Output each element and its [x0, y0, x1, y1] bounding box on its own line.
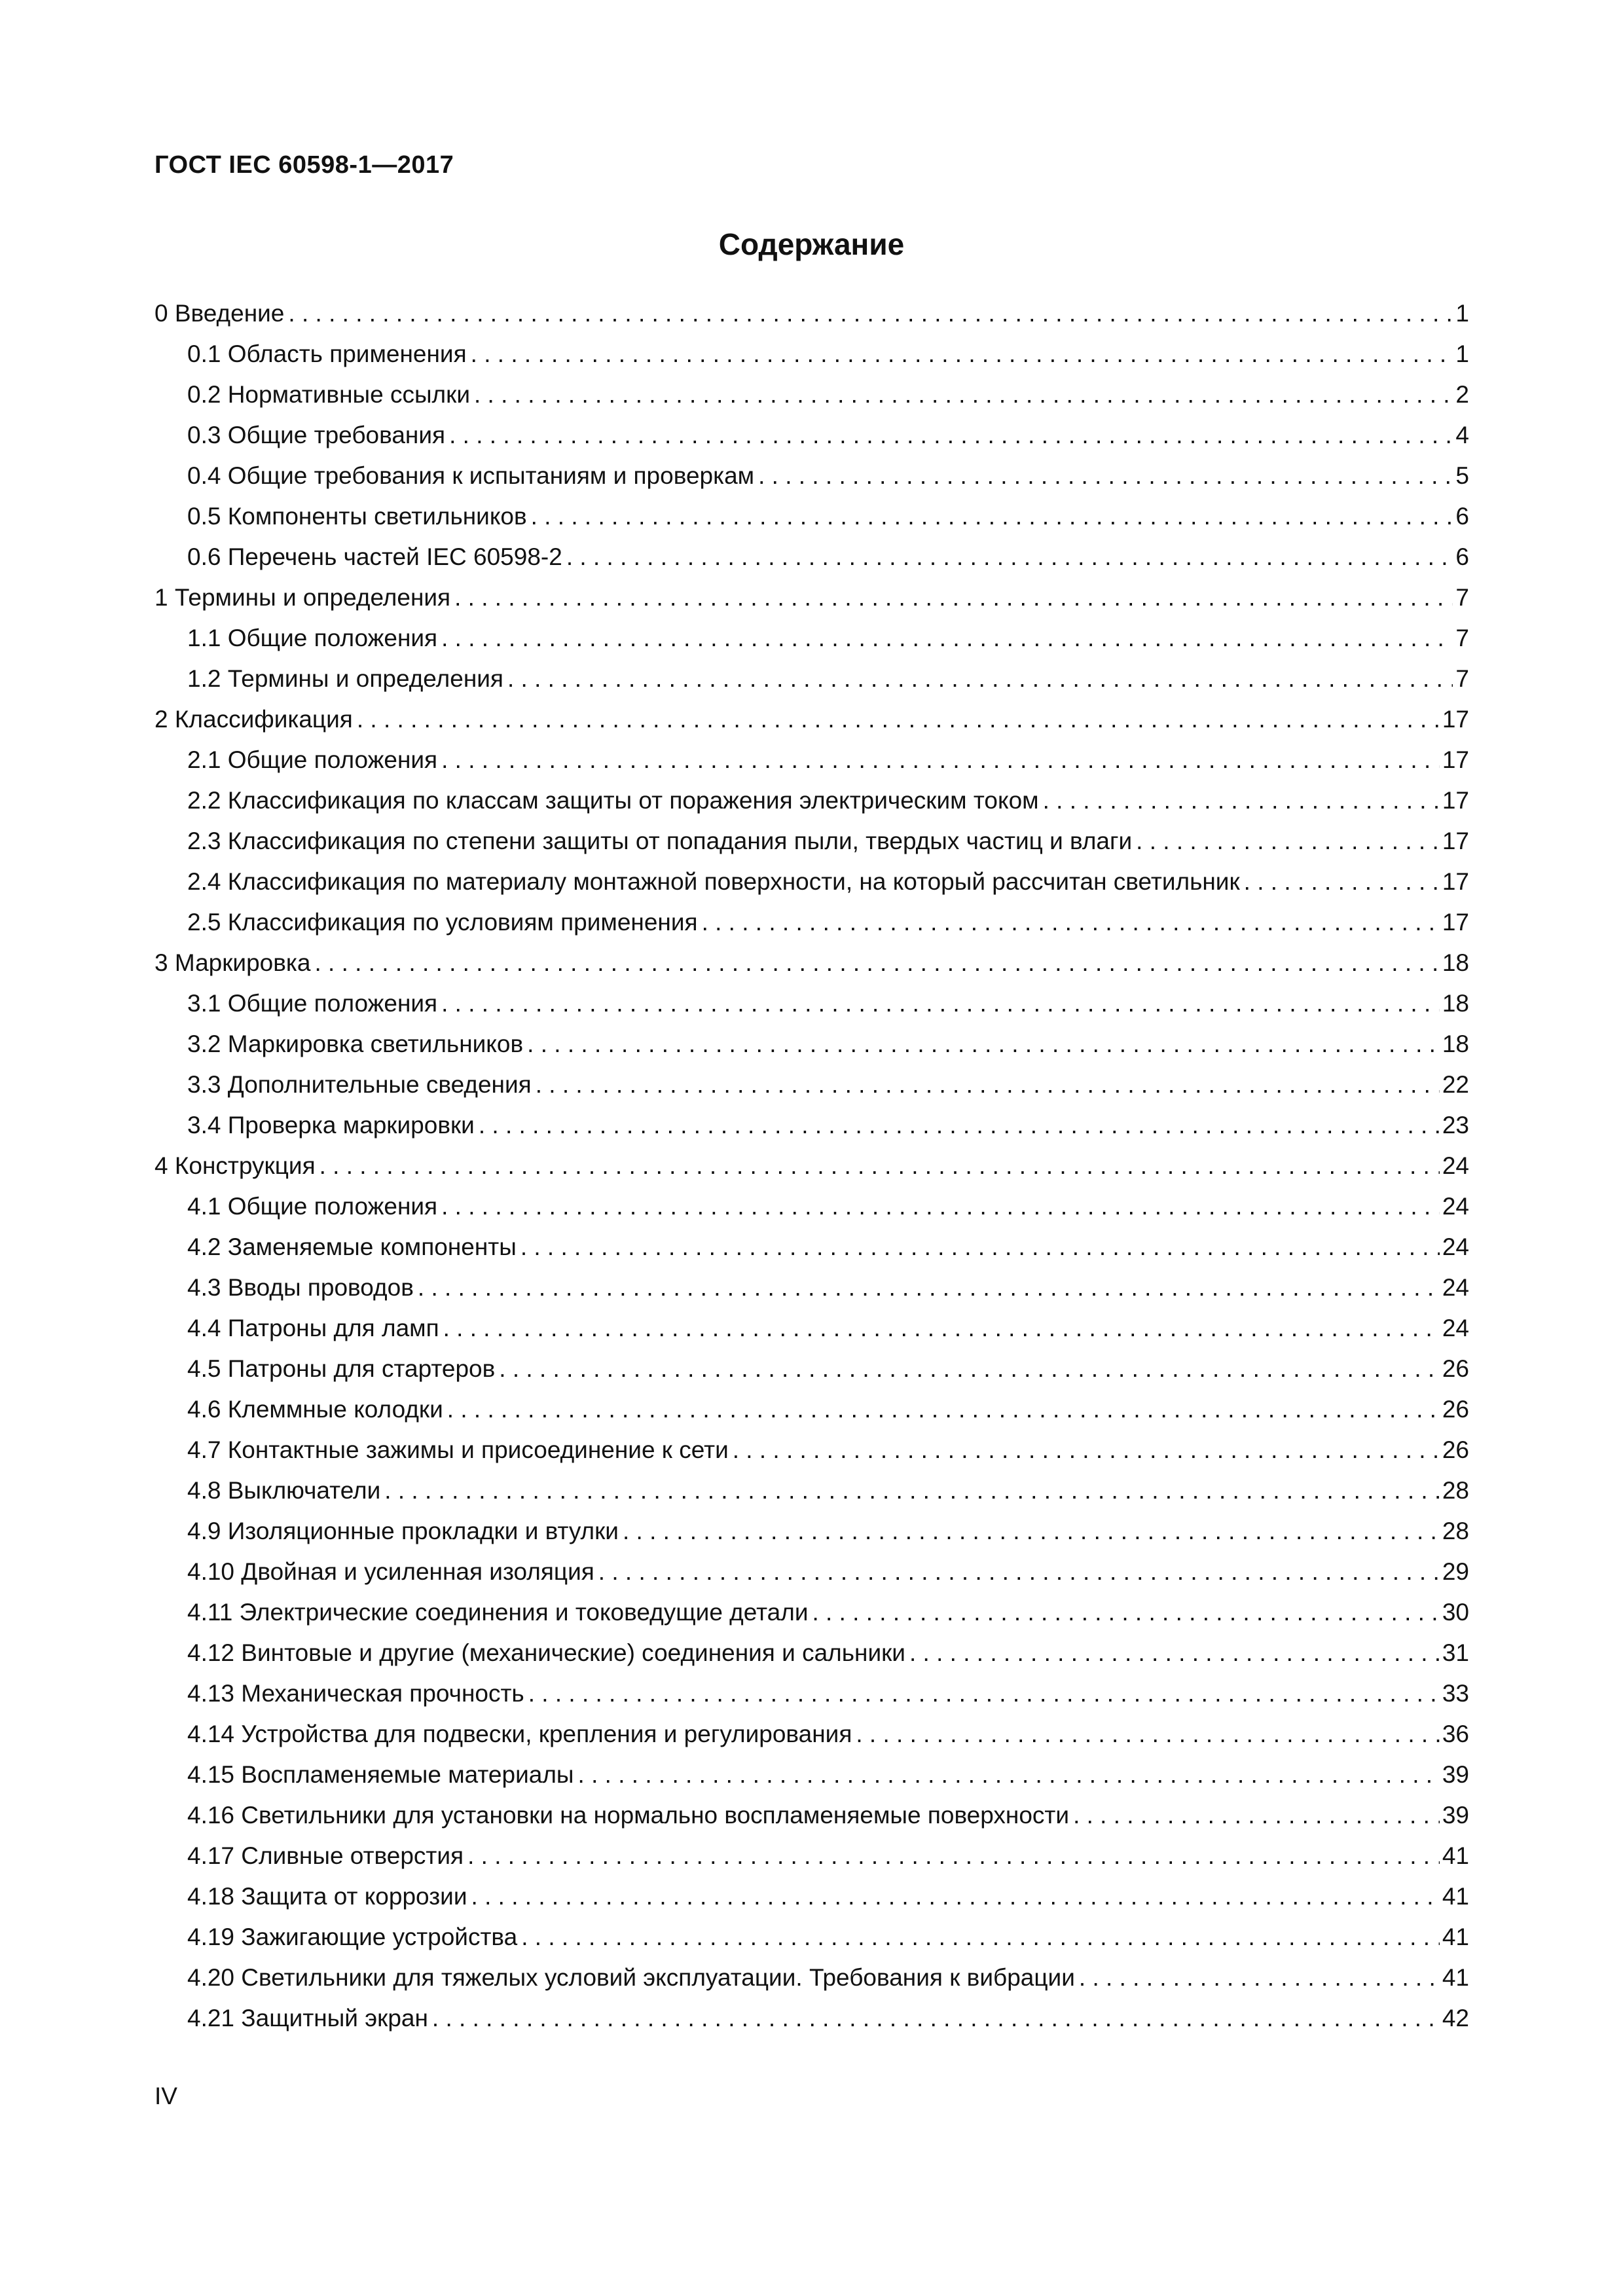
- toc-dot-leader: [357, 699, 1440, 740]
- toc-entry[interactable]: [155, 1105, 1469, 1146]
- toc-entry-label: 4.1 Общие положения: [187, 1193, 438, 1220]
- toc-dot-leader: [578, 1755, 1440, 1795]
- toc-entry-label: 4.18 Защита от коррозии: [187, 1883, 467, 1910]
- toc-entry-label: 0.4 Общие требования к испытаниям и проверкам: [187, 462, 755, 489]
- toc-dot-leader: [441, 740, 1440, 780]
- toc-dot-leader: [418, 1267, 1440, 1308]
- toc-entry-label: 3.1 Общие положения: [187, 990, 438, 1017]
- toc-dot-leader: [531, 496, 1453, 537]
- toc-dot-leader: [520, 1227, 1440, 1267]
- toc-entry[interactable]: [155, 1998, 1469, 2039]
- toc-dot-leader: [1079, 1958, 1440, 1998]
- toc-entry-page: 31: [1442, 1639, 1469, 1666]
- toc-entry-page: 41: [1442, 1923, 1469, 1950]
- toc-entry-label: 4.7 Контактные зажимы и присоединение к сети: [187, 1436, 729, 1463]
- toc-entry-page: 6: [1455, 543, 1469, 570]
- toc-entry-page: 24: [1442, 1152, 1469, 1179]
- toc-dot-leader: [288, 293, 1453, 334]
- toc-entry[interactable]: [155, 1227, 1469, 1267]
- page-number: IV: [155, 2083, 177, 2109]
- toc-entry[interactable]: [155, 1836, 1469, 1876]
- toc-entry-label: 4.13 Механическая прочность: [187, 1680, 524, 1707]
- toc-entry-label: 4.5 Патроны для стартеров: [187, 1355, 496, 1382]
- toc-dot-leader: [598, 1552, 1440, 1592]
- toc-entry-page: 18: [1442, 1030, 1469, 1057]
- toc-dot-leader: [521, 1917, 1440, 1958]
- toc-entry[interactable]: [155, 1470, 1469, 1511]
- toc-dot-leader: [1136, 821, 1440, 862]
- toc-entry[interactable]: [155, 618, 1469, 659]
- toc-entry-label: 4.6 Клеммные колодки: [187, 1396, 443, 1423]
- toc-entry[interactable]: [155, 1349, 1469, 1389]
- toc-dot-leader: [432, 1998, 1440, 2039]
- toc-entry-label: 1 Термины и определения: [155, 584, 451, 611]
- toc-entry-label: 0 Введение: [155, 300, 285, 327]
- toc-dot-leader: [1043, 780, 1440, 821]
- toc-entry-page: 28: [1442, 1477, 1469, 1504]
- toc-entry-page: 22: [1442, 1071, 1469, 1098]
- toc-entry[interactable]: [155, 334, 1469, 374]
- toc-dot-leader: [315, 943, 1440, 983]
- toc-entry-page: 18: [1442, 990, 1469, 1017]
- toc-entry[interactable]: [155, 1186, 1469, 1227]
- table-of-contents: [155, 293, 1469, 2039]
- toc-dot-leader: [454, 577, 1453, 618]
- toc-dot-leader: [702, 902, 1440, 943]
- toc-entry-page: 1: [1455, 300, 1469, 327]
- toc-entry-page: 41: [1442, 1964, 1469, 1991]
- toc-dot-leader: [566, 537, 1453, 577]
- toc-entry-label: 2 Классификация: [155, 706, 353, 733]
- toc-entry-page: 24: [1442, 1193, 1469, 1220]
- toc-entry-page: 6: [1455, 503, 1469, 530]
- toc-entry-page: 26: [1442, 1396, 1469, 1423]
- toc-dot-leader: [733, 1430, 1440, 1470]
- toc-entry-label: 4.4 Патроны для ламп: [187, 1315, 439, 1341]
- toc-entry-page: 2: [1455, 381, 1469, 408]
- toc-entry[interactable]: [155, 1024, 1469, 1065]
- toc-entry[interactable]: [155, 1511, 1469, 1552]
- toc-entry-page: 17: [1442, 706, 1469, 733]
- toc-entry[interactable]: [155, 1673, 1469, 1714]
- toc-entry-page: 41: [1442, 1883, 1469, 1910]
- toc-entry[interactable]: [155, 1592, 1469, 1633]
- toc-dot-leader: [319, 1146, 1440, 1186]
- toc-dot-leader: [1244, 862, 1440, 902]
- page-title: Содержание: [718, 227, 905, 261]
- toc-entry[interactable]: [155, 1267, 1469, 1308]
- toc-entry-label: 4.20 Светильники для тяжелых условий эксплуатации. Требования к вибрации: [187, 1964, 1075, 1991]
- toc-dot-leader: [449, 415, 1453, 456]
- toc-entry-page: 5: [1455, 462, 1469, 489]
- toc-entry-page: 4: [1455, 422, 1469, 448]
- toc-entry-page: 36: [1442, 1721, 1469, 1747]
- toc-entry[interactable]: [155, 1552, 1469, 1592]
- toc-dot-leader: [441, 618, 1453, 659]
- toc-entry[interactable]: [155, 1795, 1469, 1836]
- toc-entry[interactable]: [155, 740, 1469, 780]
- toc-entry-label: 4.16 Светильники для установки на нормально воспламеняемые поверхности: [187, 1802, 1070, 1829]
- toc-entry-label: 4.14 Устройства для подвески, крепления и регулирования: [187, 1721, 852, 1747]
- toc-entry-page: 41: [1442, 1842, 1469, 1869]
- toc-entry[interactable]: [155, 415, 1469, 456]
- toc-entry[interactable]: [155, 374, 1469, 415]
- toc-entry[interactable]: [155, 983, 1469, 1024]
- toc-dot-leader: [507, 659, 1453, 699]
- toc-dot-leader: [536, 1065, 1440, 1105]
- toc-dot-leader: [441, 1186, 1440, 1227]
- toc-dot-leader: [447, 1389, 1440, 1430]
- toc-entry-label: 2.4 Классификация по материалу монтажной поверхности, на который рассчитан светильник: [187, 868, 1240, 895]
- toc-entry-label: 4.10 Двойная и усиленная изоляция: [187, 1558, 594, 1585]
- toc-entry[interactable]: [155, 577, 1469, 618]
- toc-entry[interactable]: [155, 1389, 1469, 1430]
- toc-entry[interactable]: [155, 1430, 1469, 1470]
- toc-dot-leader: [384, 1470, 1440, 1511]
- toc-dot-leader: [1073, 1795, 1440, 1836]
- toc-entry-label: 4.15 Воспламеняемые материалы: [187, 1761, 574, 1788]
- toc-dot-leader: [467, 1836, 1440, 1876]
- toc-entry-page: 29: [1442, 1558, 1469, 1585]
- toc-entry[interactable]: [155, 1065, 1469, 1105]
- toc-entry-page: 17: [1442, 828, 1469, 854]
- toc-entry-label: 4.19 Зажигающие устройства: [187, 1923, 518, 1950]
- toc-entry[interactable]: [155, 1755, 1469, 1795]
- toc-entry-page: 39: [1442, 1802, 1469, 1829]
- toc-entry-page: 17: [1442, 868, 1469, 895]
- toc-entry[interactable]: [155, 699, 1469, 740]
- toc-entry[interactable]: [155, 821, 1469, 862]
- toc-entry-label: 2.5 Классификация по условиям применения: [187, 909, 698, 936]
- toc-entry-label: 3.3 Дополнительные сведения: [187, 1071, 532, 1098]
- toc-dot-leader: [909, 1633, 1440, 1673]
- toc-entry-label: 4.8 Выключатели: [187, 1477, 381, 1504]
- toc-entry-label: 4.17 Сливные отверстия: [187, 1842, 464, 1869]
- toc-entry-label: 0.6 Перечень частей IEC 60598-2: [187, 543, 562, 570]
- toc-entry-label: 4.11 Электрические соединения и токоведущие детали: [187, 1599, 809, 1626]
- toc-entry-page: 7: [1455, 625, 1469, 651]
- toc-entry-label: 2.2 Классификация по классам защиты от поражения электрическим током: [187, 787, 1039, 814]
- toc-dot-leader: [471, 1876, 1440, 1917]
- toc-entry[interactable]: [155, 456, 1469, 496]
- toc-dot-leader: [527, 1024, 1440, 1065]
- toc-entry[interactable]: [155, 862, 1469, 902]
- toc-dot-leader: [499, 1349, 1440, 1389]
- toc-entry[interactable]: [155, 943, 1469, 983]
- toc-entry[interactable]: [155, 293, 1469, 334]
- toc-dot-leader: [623, 1511, 1440, 1552]
- toc-entry[interactable]: [155, 537, 1469, 577]
- toc-entry-label: 0.1 Область применения: [187, 340, 467, 367]
- document-header: ГОСТ IEC 60598-1—2017: [155, 151, 454, 179]
- toc-entry-page: 18: [1442, 949, 1469, 976]
- toc-entry-label: 0.3 Общие требования: [187, 422, 446, 448]
- toc-entry[interactable]: [155, 1308, 1469, 1349]
- toc-entry[interactable]: [155, 1958, 1469, 1998]
- toc-entry-label: 4.12 Винтовые и другие (механические) соединения и сальники: [187, 1639, 905, 1666]
- toc-entry-page: 17: [1442, 787, 1469, 814]
- toc-entry[interactable]: [155, 659, 1469, 699]
- toc-entry[interactable]: [155, 1714, 1469, 1755]
- toc-entry-page: 17: [1442, 909, 1469, 936]
- toc-dot-leader: [856, 1714, 1439, 1755]
- toc-entry-label: 2.3 Классификация по степени защиты от попадания пыли, твердых частиц и влаги: [187, 828, 1133, 854]
- toc-entry-label: 4 Конструкция: [155, 1152, 316, 1179]
- toc-entry[interactable]: [155, 1633, 1469, 1673]
- toc-dot-leader: [471, 334, 1453, 374]
- toc-entry[interactable]: [155, 1917, 1469, 1958]
- toc-entry-label: 4.3 Вводы проводов: [187, 1274, 414, 1301]
- toc-entry-page: 24: [1442, 1274, 1469, 1301]
- toc-entry-page: 42: [1442, 2005, 1469, 2032]
- toc-dot-leader: [474, 374, 1453, 415]
- toc-entry-page: 28: [1442, 1518, 1469, 1544]
- toc-entry[interactable]: [155, 902, 1469, 943]
- toc-entry-page: 24: [1442, 1233, 1469, 1260]
- toc-entry[interactable]: [155, 1146, 1469, 1186]
- toc-entry-page: 39: [1442, 1761, 1469, 1788]
- toc-entry-label: 0.2 Нормативные ссылки: [187, 381, 470, 408]
- toc-entry-label: 3.4 Проверка маркировки: [187, 1112, 475, 1139]
- toc-entry-page: 30: [1442, 1599, 1469, 1626]
- toc-dot-leader: [441, 983, 1440, 1024]
- toc-entry-label: 1.2 Термины и определения: [187, 665, 503, 692]
- toc-entry-page: 24: [1442, 1315, 1469, 1341]
- toc-dot-leader: [812, 1592, 1440, 1633]
- toc-entry-page: 23: [1442, 1112, 1469, 1139]
- toc-entry[interactable]: [155, 496, 1469, 537]
- toc-entry-page: 7: [1455, 665, 1469, 692]
- toc-entry[interactable]: [155, 1876, 1469, 1917]
- toc-entry-label: 2.1 Общие положения: [187, 746, 438, 773]
- toc-entry-label: 4.2 Заменяемые компоненты: [187, 1233, 517, 1260]
- toc-entry-page: 1: [1455, 340, 1469, 367]
- toc-entry-page: 26: [1442, 1436, 1469, 1463]
- toc-entry-label: 0.5 Компоненты светильников: [187, 503, 527, 530]
- toc-dot-leader: [758, 456, 1453, 496]
- toc-entry-label: 3.2 Маркировка светильников: [187, 1030, 524, 1057]
- toc-entry-page: 33: [1442, 1680, 1469, 1707]
- toc-entry[interactable]: [155, 780, 1469, 821]
- toc-dot-leader: [528, 1673, 1440, 1714]
- toc-entry-page: 7: [1455, 584, 1469, 611]
- toc-entry-page: 26: [1442, 1355, 1469, 1382]
- toc-entry-page: 17: [1442, 746, 1469, 773]
- toc-dot-leader: [479, 1105, 1440, 1146]
- toc-entry-label: 1.1 Общие положения: [187, 625, 438, 651]
- toc-dot-leader: [443, 1308, 1440, 1349]
- toc-entry-label: 4.9 Изоляционные прокладки и втулки: [187, 1518, 619, 1544]
- toc-entry-label: 4.21 Защитный экран: [187, 2005, 428, 2032]
- toc-entry-label: 3 Маркировка: [155, 949, 311, 976]
